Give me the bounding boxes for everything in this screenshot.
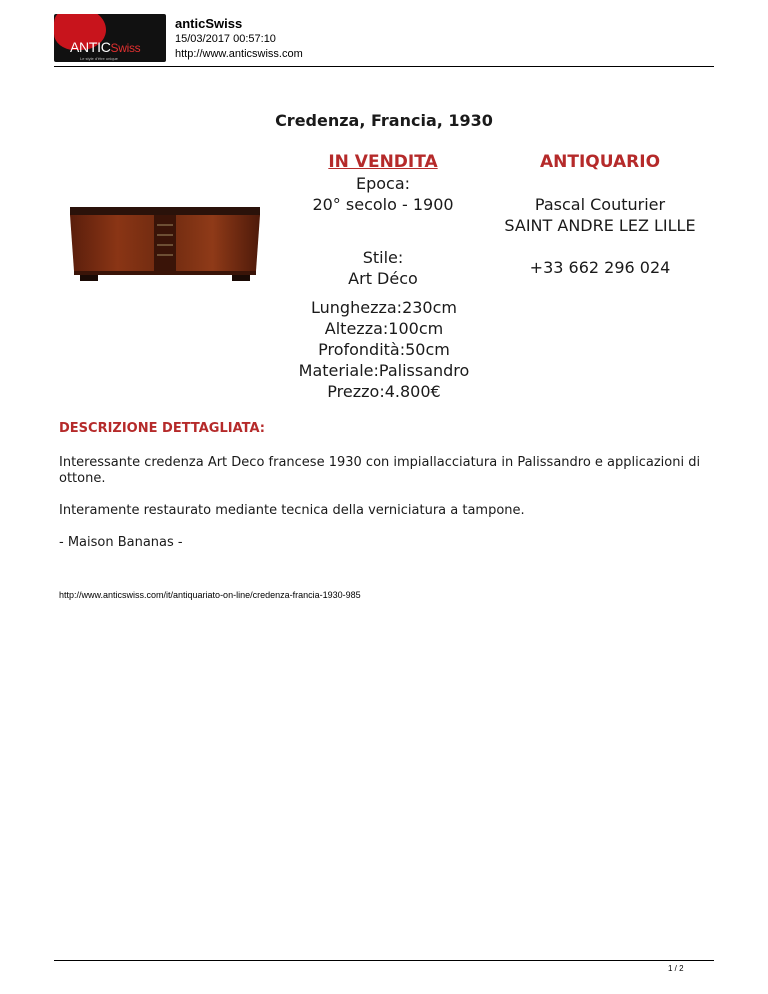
logo-wordmark: ANTICSwiss xyxy=(70,39,141,55)
dealer-info xyxy=(488,152,712,278)
dealer-heading: ANTIQUARIO xyxy=(539,152,661,172)
description-heading: DESCRIZIONE DETTAGLIATA: xyxy=(59,421,265,436)
page-link[interactable]: http://www.anticswiss.com/it/antiquariato-on-line/credenza-francia-1930-985 xyxy=(59,590,361,600)
description-paragraph: - Maison Bananas - xyxy=(59,535,183,550)
product-photo xyxy=(56,153,274,345)
spec-length: Lunghezza:230cm xyxy=(311,298,457,317)
product-specs xyxy=(270,297,498,402)
style-value: Art Déco xyxy=(348,269,418,288)
anticswiss-logo xyxy=(54,14,166,62)
spec-height: Altezza:100cm xyxy=(324,319,444,338)
style-label: Stile: xyxy=(362,248,404,267)
logo-tagline: Le style d'être unique xyxy=(80,56,118,61)
description-paragraph: Interessante credenza Art Deco francese 1930 con impiallacciatura in Palissandro e applicazioni di ottone. xyxy=(59,455,701,486)
dealer-name: Pascal Couturier xyxy=(534,195,666,214)
sale-status: IN VENDITA xyxy=(328,152,438,172)
spec-material: Materiale:Palissandro xyxy=(298,361,470,380)
epoch-label: Epoca: xyxy=(355,174,411,193)
print-datetime: 15/03/2017 00:57:10 xyxy=(175,33,276,45)
description-paragraph: Interamente restaurato mediante tecnica della verniciatura a tampone. xyxy=(59,503,525,518)
site-url: http://www.anticswiss.com xyxy=(175,48,303,60)
spec-depth: Profondità:50cm xyxy=(318,340,450,359)
footer-divider xyxy=(54,960,714,961)
spec-price: Prezzo:4.800€ xyxy=(327,382,441,401)
header-divider xyxy=(54,66,714,67)
epoch-value: 20° secolo - 1900 xyxy=(312,195,454,214)
description-body xyxy=(59,455,719,567)
page-number: 1 / 2 xyxy=(668,964,684,973)
sale-info xyxy=(283,152,483,289)
dealer-location: SAINT ANDRE LEZ LILLE xyxy=(504,216,696,235)
dealer-phone: +33 662 296 024 xyxy=(529,258,671,277)
site-name: anticSwiss xyxy=(175,16,243,31)
page-title: Credenza, Francia, 1930 xyxy=(275,111,493,130)
sideboard-image xyxy=(56,153,274,345)
